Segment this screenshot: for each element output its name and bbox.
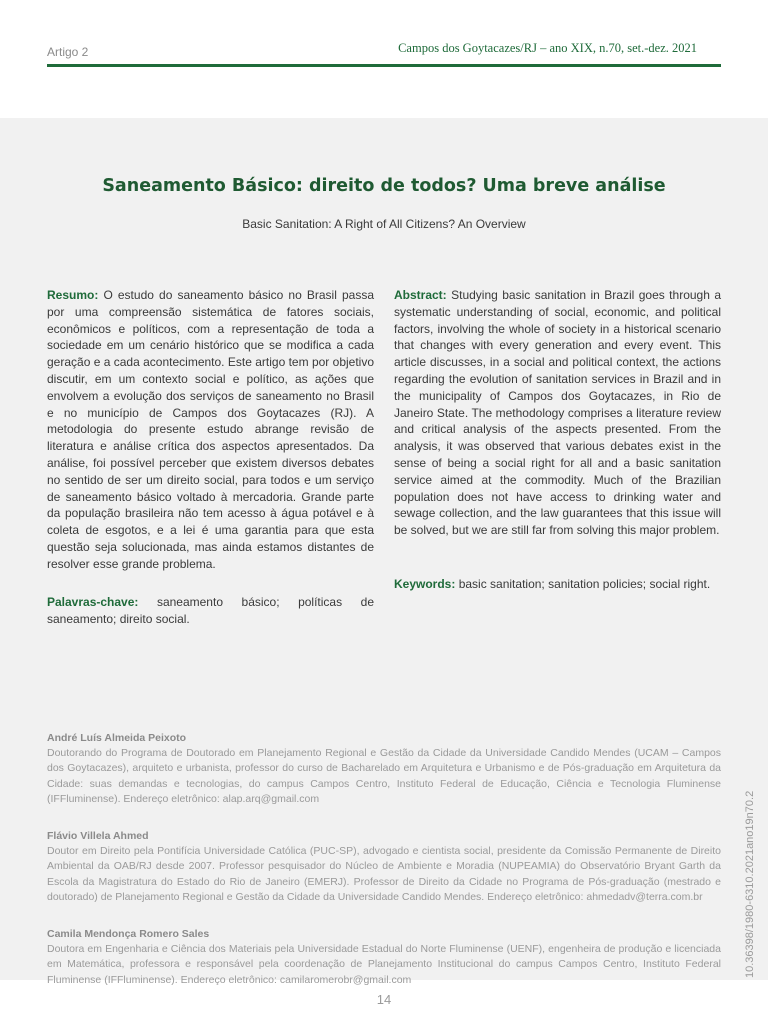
section-label: Artigo 2 bbox=[47, 45, 89, 59]
keywords-label: Keywords: bbox=[394, 577, 456, 591]
author-entry bbox=[47, 927, 721, 988]
abstract-text: Studying basic sanitation in Brazil goes through a systematic understanding of social, economic, and political factors, involving the whole of society in a historical scenario that changes with every generation and every event. This article discusses, in a social and political context, the actions regarding the evolution of sanitation services in Brazil and in the municipality of Campos dos Goytacazes, in Rio de Janeiro State. The methodology comprises a literature review and critical analysis of the aspects presented. From the analysis, it was observed that various debates exist in the sense of being a social right for all and a basic sanitation service aimed at the commodity. Much of the Brazilian population does not have access to drinking water and sewage collection, and the law guarantees that this issue will be solved, but we are still far from solving this major problem. bbox=[394, 288, 721, 538]
author-bio: Doutorando do Programa de Doutorado em Planejamento Regional e Gestão da Cidade da Universidade Candido Mendes (UCAM – Campos dos Goytacazes), arquiteto e urbanista, professor do curso de Bacharelado em Arquitetura e Urbanismo e de Pós-graduação em Arquitetura da Cidade: suas demandas e tecnologias, do campus Campos Centro, Instituto Federal de Educação, Ciência e Tecnologia Fluminense (IFFluminense). Endereço eletrônico: alap.arq@gmail.com bbox=[47, 747, 721, 805]
resumo-paragraph bbox=[47, 287, 374, 573]
page-number: 14 bbox=[376, 992, 392, 1007]
abstract-label: Abstract: bbox=[394, 288, 447, 302]
palavras-chave-paragraph bbox=[47, 594, 374, 628]
palavras-chave-label: Palavras-chave: bbox=[47, 595, 139, 609]
author-name: André Luís Almeida Peixoto bbox=[47, 732, 187, 744]
resumo-text: O estudo do saneamento básico no Brasil passa por uma compreensão sistemática de fatores sociais, econômicos e políticos, com a representação de toda a sociedade em um cenário histórico que se modifica a cada geração e a cada acontecimento. Este artigo tem por objetivo discutir, em um contexto social e político, as ações que envolvem a evolução dos serviços de saneamento no Brasil e no município de Campos dos Goytacazes (RJ). A metodologia do presente estudo abrange revisão de literatura e análise crítica dos aspectos apresentados. Da análise, foi possível perceber que existem diversos debates no sentido de ser um direito social, para todos e um serviço de saneamento básico voltado à mercadoria. Grande parte da população brasileira não tem acesso à água potável e à coleta de esgotos, e a lei é uma garantia para que esta questão seja solucionada, mas ainda estamos distantes de resolver esse grande problema. bbox=[47, 288, 374, 571]
author-entry bbox=[47, 829, 721, 905]
abstract-paragraph bbox=[394, 287, 721, 539]
author-name: Camila Mendonça Romero Sales bbox=[47, 928, 210, 941]
keywords-text: basic sanitation; sanitation policies; social right. bbox=[455, 577, 711, 591]
journal-citation: Campos dos Goytacazes/RJ – ano XIX, n.70, set.-dez. 2021 bbox=[398, 41, 697, 55]
resumo-label: Resumo: bbox=[47, 288, 99, 302]
author-entry bbox=[47, 731, 721, 807]
header-rule bbox=[47, 64, 721, 67]
article-subtitle: Basic Sanitation: A Right of All Citizens? An Overview bbox=[242, 217, 526, 231]
author-bio: Doutora em Engenharia e Ciência dos Materiais pela Universidade Estadual do Norte Fluminense (UENF), engenheira de produção e licenciada em Matemática, professora e responsável pela coordenação de Planejamento Institucional do campus Campos Centro, Instituto Federal Fluminense (IFFluminense). Endereço eletrônico: camilaromerobr@gmail.com bbox=[47, 943, 721, 986]
keywords-paragraph bbox=[394, 576, 721, 593]
author-notes bbox=[47, 731, 721, 1010]
page-header bbox=[0, 0, 768, 118]
doi-identifier: 10.36398/1980-6310.2021ano19n70.2 bbox=[744, 790, 756, 978]
palavras-chave-text: saneamento básico; políticas de saneamento; direito social. bbox=[47, 595, 374, 626]
author-bio: Doutor em Direito pela Pontifícia Universidade Católica (PUC-SP), advogado e cientista social, presidente da Comissão Permanente de Direito Ambiental da OAB/RJ desde 2007. Professor pesquisador do Núcleo de Ambiente e Moradia (NUPEAMIA) do Observatório Bryant Garth da Escola da Magistratura do Estado do Rio de Janeiro (EMERJ). Professor de Direito da Cidade no Programa de Pós-graduação (mestrado e doutorado) de Planejamento Regional e Gestão da Cidade da Universidade Candido Mendes. Endereço eletrônico: ahmedadv@terra.com.br bbox=[47, 845, 721, 903]
article-title: Saneamento Básico: direito de todos? Uma breve análise bbox=[102, 176, 666, 196]
author-name: Flávio Villela Ahmed bbox=[47, 830, 149, 843]
